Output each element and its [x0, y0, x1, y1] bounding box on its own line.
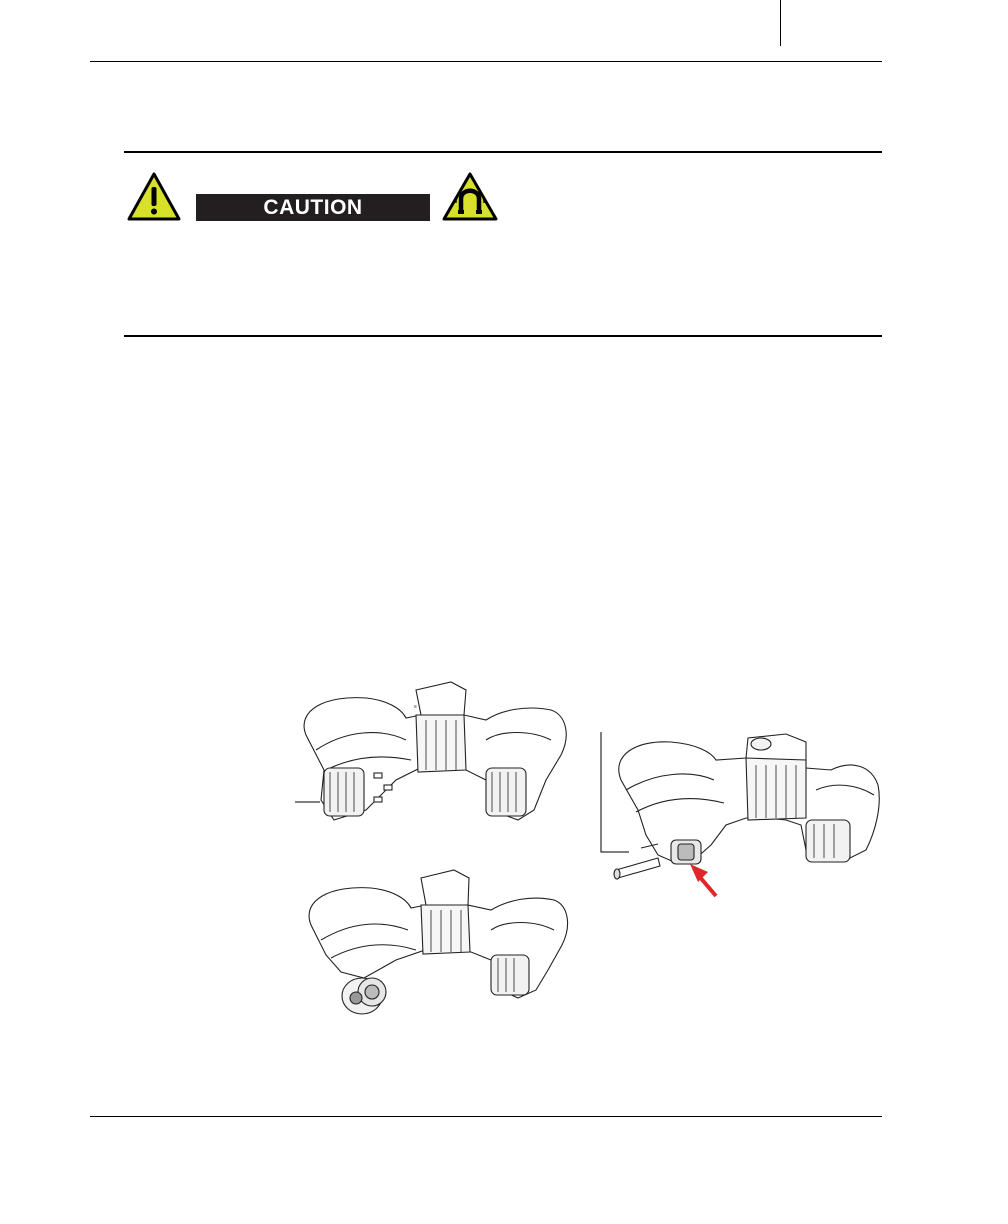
page-corner-mark — [780, 0, 781, 46]
red-arrow-icon — [690, 864, 716, 896]
header-rule — [90, 61, 882, 62]
general-warning-icon — [127, 172, 181, 221]
caution-bottom-rule — [124, 335, 882, 337]
callout-line-2 — [601, 732, 629, 852]
scanner-wheel-replacement-figure — [286, 660, 886, 1030]
scanner-panel-bottom-left — [309, 870, 567, 1014]
scanner-panel-top-left — [304, 682, 566, 820]
footer-rule — [90, 1116, 882, 1117]
caution-top-rule — [124, 151, 882, 153]
scanner-panel-right — [614, 734, 879, 879]
svg-text:≡: ≡ — [414, 704, 417, 710]
magnetic-field-icon — [442, 172, 498, 221]
caution-banner: CAUTION — [196, 194, 430, 221]
